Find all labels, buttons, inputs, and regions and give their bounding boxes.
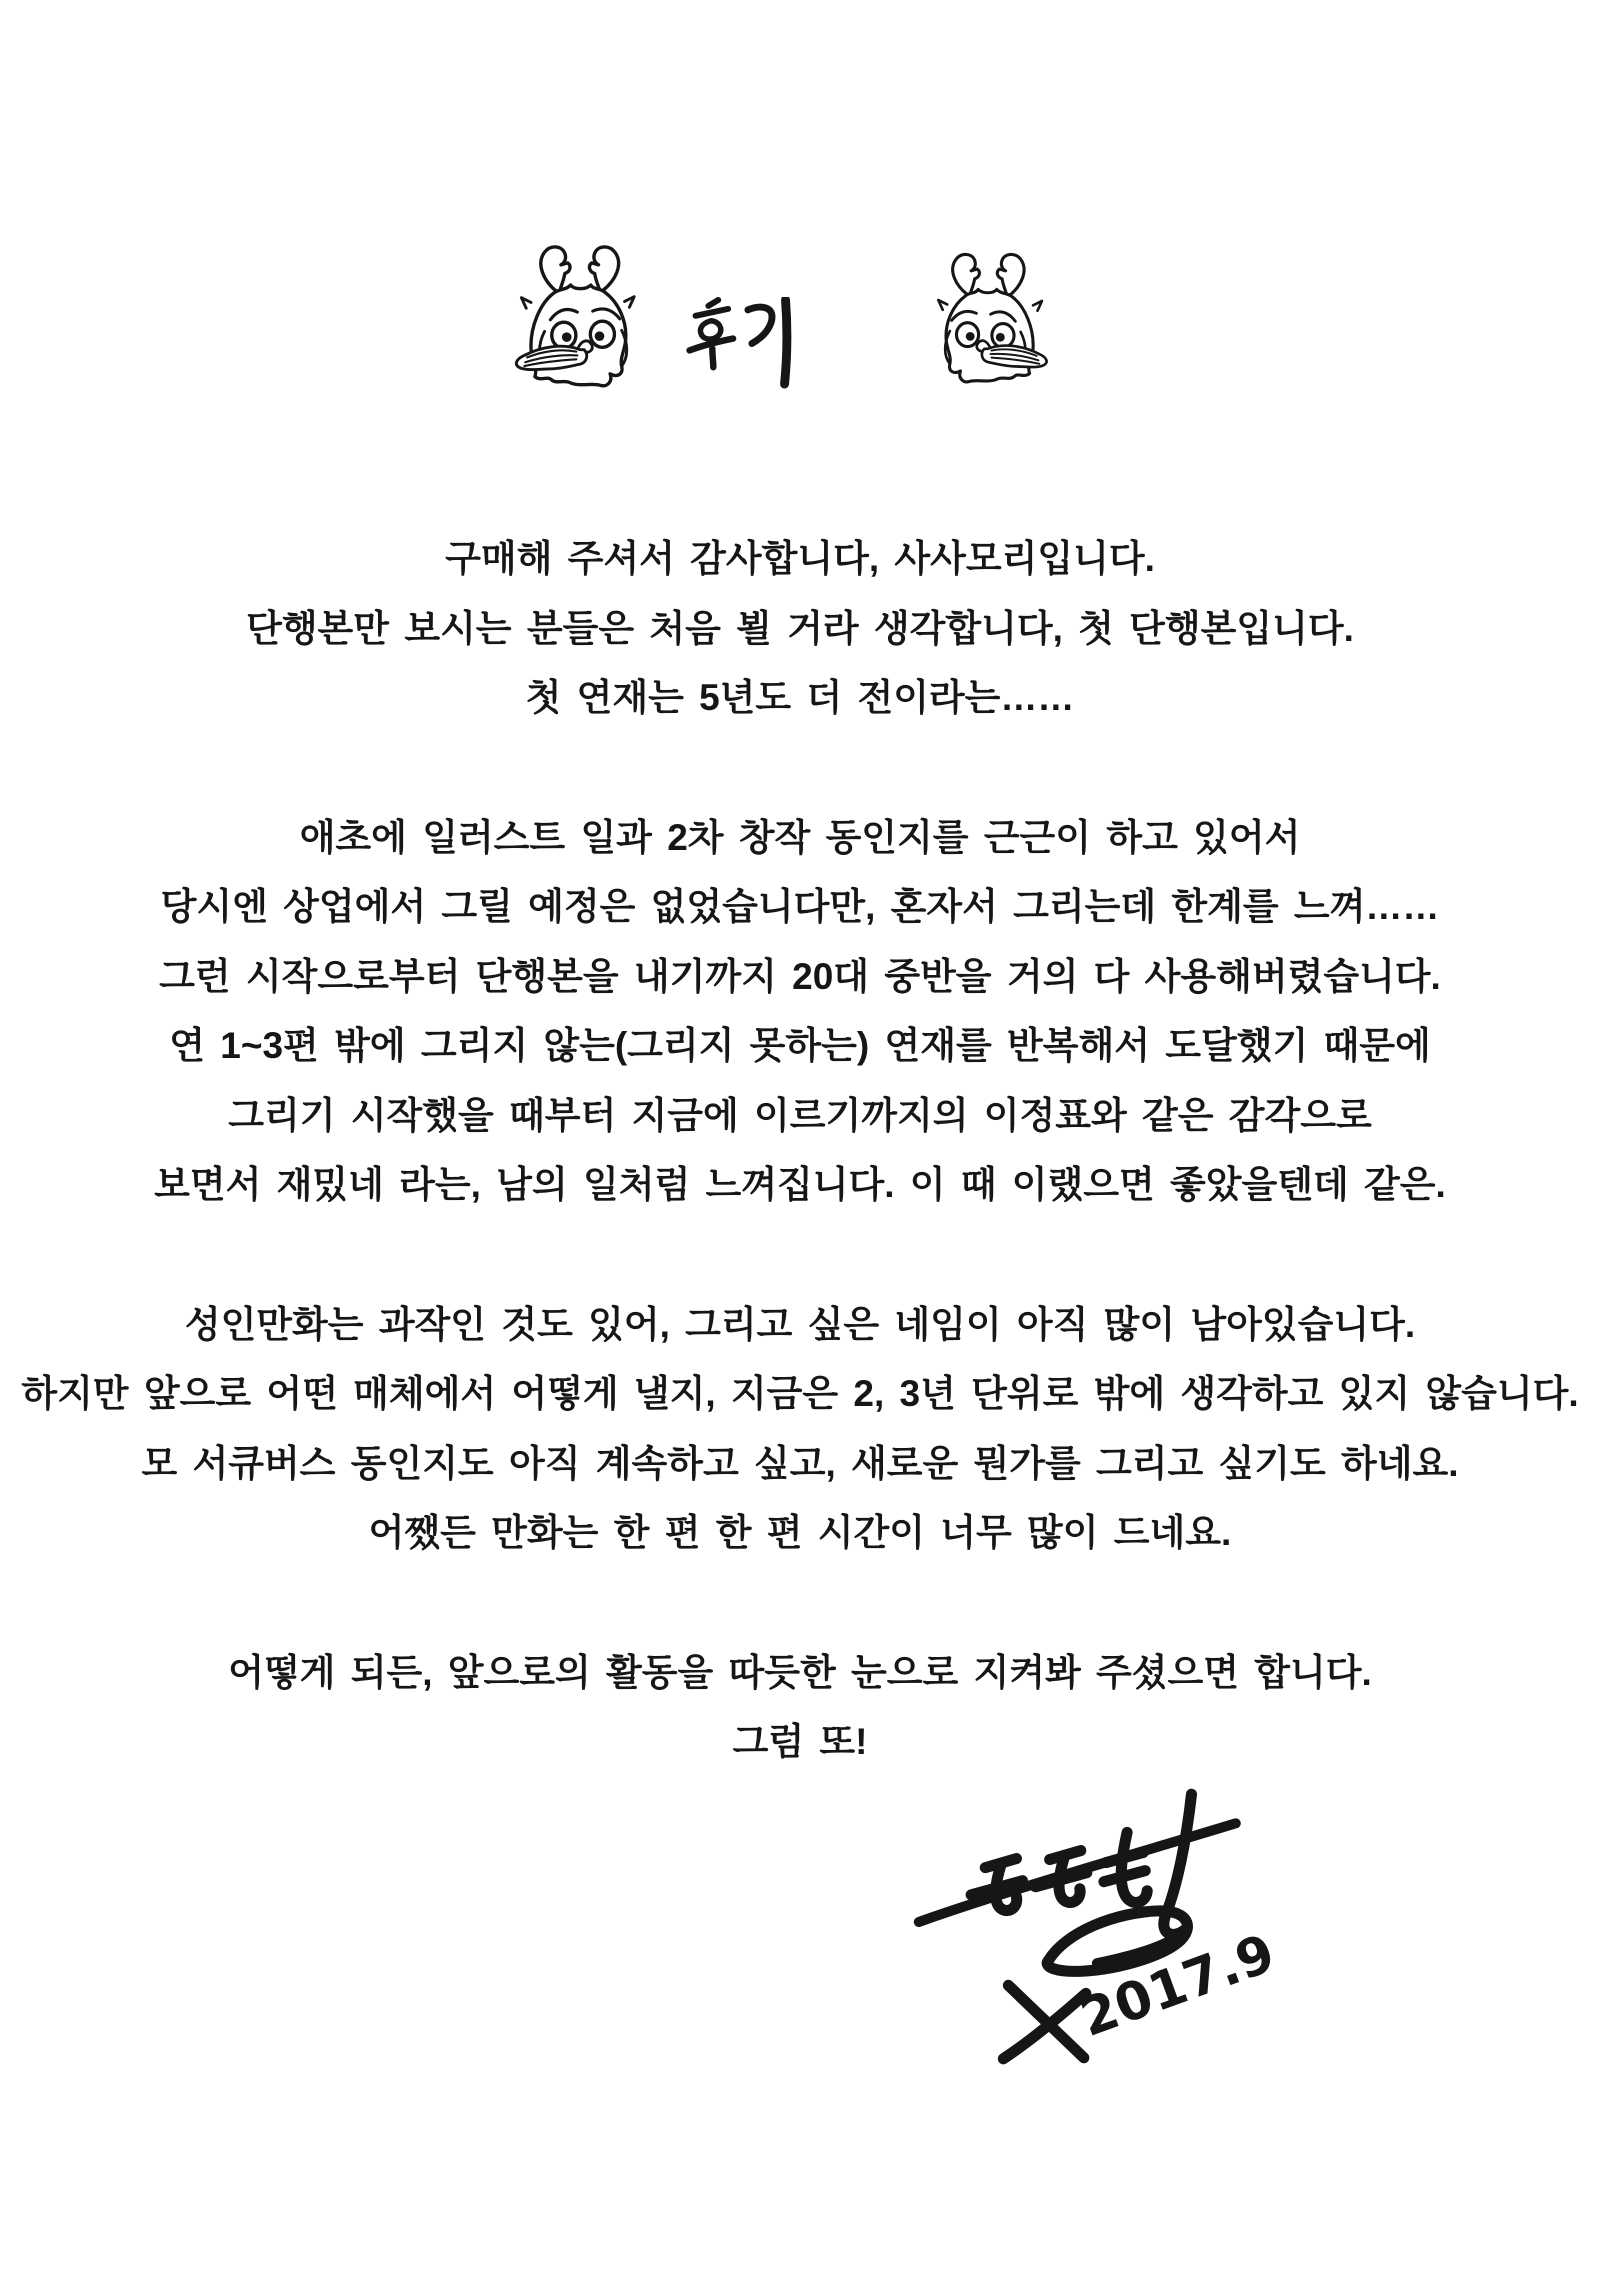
text-line: 그리기 시작했을 때부터 지금에 이르기까지의 이정표와 같은 감각으로 — [228, 1094, 1372, 1136]
signature-date: 2017.9 — [1072, 1922, 1283, 2049]
text-line: 구매해 주셔서 감사합니다, 사사모리입니다. — [445, 538, 1155, 579]
afterword-text — [0, 524, 1600, 1777]
paragraph-1 — [0, 524, 1600, 733]
paragraph-4 — [0, 1638, 1600, 1777]
text-line: 당시엔 상업에서 그릴 예정은 없었습니다만, 혼자서 그리는데 한계를 느껴…… — [160, 886, 1440, 927]
paragraph-3 — [0, 1290, 1600, 1568]
text-line: 보면서 재밌네 라는, 남의 일처럼 느껴집니다. 이 때 이랬으면 좋았을텐데 같은. — [154, 1164, 1446, 1205]
stag-beetle-mascot-left-icon — [505, 240, 640, 388]
page-title-text — [0, 0, 1, 1]
text-line: 하지만 앞으로 어떤 매체에서 어떻게 낼지, 지금은 2, 3년 단위로 밖에 생각하고 있지 않습니다. — [21, 1373, 1579, 1414]
text-line: 모 서큐버스 동인지도 아직 계속하고 싶고, 새로운 뭔가를 그리고 싶기도 하네요. — [141, 1442, 1459, 1484]
text-line: 성인만화는 과작인 것도 있어, 그리고 싶은 네임이 아직 많이 남아있습니다. — [184, 1303, 1416, 1345]
text-line: 그런 시작으로부터 단행본을 내기까지 20대 중반을 거의 다 사용해버렸습니다. — [159, 955, 1441, 997]
text-line: 그럼 또! — [732, 1721, 868, 1762]
signature-scribble-icon — [898, 1763, 1322, 2095]
signature — [898, 1763, 1322, 2095]
text-line: 단행본만 보시는 분들은 처음 뵐 거라 생각합니다, 첫 단행본입니다. — [246, 607, 1354, 649]
text-line: 연 1~3편 밖에 그리지 않는(그리지 못하는) 연재를 반복해서 도달했기 때문에 — [169, 1025, 1431, 1066]
paragraph-2 — [0, 803, 1600, 1220]
text-line: 어떻게 되든, 앞으로의 활동을 따듯한 눈으로 지켜봐 주셨으면 합니다. — [228, 1651, 1372, 1693]
text-line: 첫 연재는 5년도 더 전이라는…… — [525, 677, 1075, 718]
stag-beetle-mascot-right-icon — [933, 246, 1057, 386]
text-line: 애초에 일러스트 일과 2차 창작 동인지를 근근이 하고 있어서 — [299, 816, 1301, 858]
text-line: 어쨌든 만화는 한 편 한 편 시간이 너무 많이 드네요. — [368, 1512, 1232, 1553]
page-title-calligraphy — [686, 297, 798, 391]
